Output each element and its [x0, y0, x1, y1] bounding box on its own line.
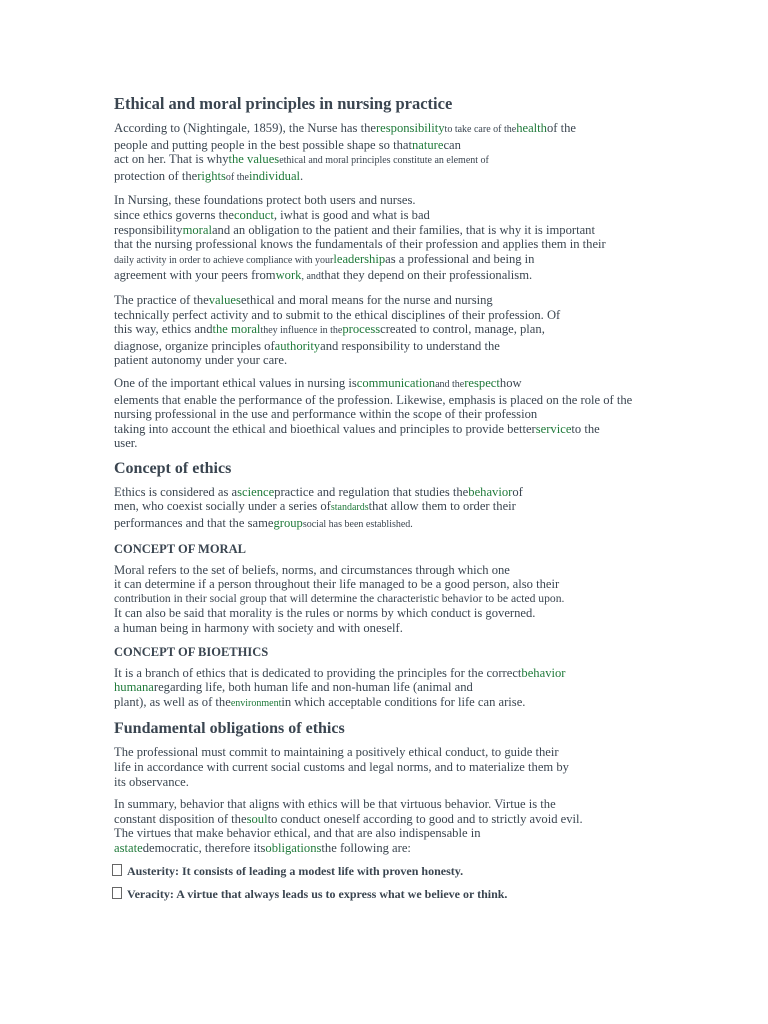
link-respect[interactable]: respect — [464, 375, 500, 390]
link-authority[interactable]: authority — [274, 338, 321, 353]
link-responsibility[interactable]: responsibility — [375, 121, 445, 135]
link-communication[interactable]: communication — [356, 375, 436, 390]
heading-concept-of-ethics: Concept of ethics — [114, 459, 232, 477]
link-obligations[interactable]: obligations — [265, 840, 322, 855]
link-state[interactable]: state — [119, 840, 143, 855]
intro-paragraph: According to (Nightingale, 1859), the Nurse has theresponsibilityto take care of thehealthof the people and putting people in the best possible shape so thatnaturecan act on her. That is whythe valuesethical and moral principles constitute an element of protection of therightsof theindividual. — [114, 121, 576, 183]
link-rights[interactable]: rights — [197, 168, 226, 183]
link-service[interactable]: service — [535, 421, 572, 436]
document-page — [114, 94, 654, 910]
link-process[interactable]: process — [342, 322, 381, 337]
link-behavior-2[interactable]: behavior — [521, 665, 566, 680]
link-moral[interactable]: moral — [182, 222, 212, 237]
link-the-moral[interactable]: the moral — [212, 322, 261, 337]
link-environment[interactable]: environment — [230, 697, 282, 709]
heading-concept-of-moral: CONCEPT OF MORAL — [114, 541, 246, 556]
values-paragraph: One of the important ethical values in nursing iscommunicationand therespecthow elements that enable the performance of the profession. Likewise, emphasis is placed on the role of the nursing professional in the use and performance within the scope of their profession taking into account the ethical and bioethical values and principles to provide betterserviceto the user. — [114, 375, 633, 451]
moral-paragraph: Moral refers to the set of beliefs, norms, and circumstances through which one it can determine if a person throughout their life managed to be a good person, also their contribution in their social group that will determine the characteristic behavior to be acted upon. It can also be said that morality is the rules or norms by which conduct is governed. a human being in harmony with society and with oneself. — [114, 562, 565, 636]
practice-paragraph: The practice of thevaluesethical and moral means for the nurse and nursing technically perfect activity and to submit to the ethical disciplines of their profession. Of this way, ethics andthe moralthey influence in theprocesscreated to control, manage, plan, diagnose, organize principles ofauthorityand responsibility to understand the patient autonomy under your care. — [114, 292, 561, 368]
link-behavior[interactable]: behavior — [468, 484, 513, 499]
link-health[interactable]: health — [516, 121, 547, 135]
link-humana[interactable]: humana — [114, 680, 154, 695]
bullet-box-icon — [112, 864, 122, 876]
link-conduct[interactable]: conduct — [233, 207, 274, 222]
link-leadership[interactable]: leadership — [333, 251, 386, 266]
link-individual[interactable]: individual — [248, 168, 301, 183]
heading-fundamental-obligations: Fundamental obligations of ethics — [114, 720, 345, 738]
obligations-paragraph-2: In summary, behavior that aligns with ethics will be that virtuous behavior. Virtue is the constant disposition of thesoulto conduct oneself according to good and to strictly avoid evil. The virtues that make behavior ethical, and that are also indispensable in astatedemocratic, therefore itsobligationsthe following are: — [114, 797, 583, 855]
nursing-paragraph: In Nursing, these foundations protect both users and nurses. since ethics governs theconduct, iwhat is good and what is bad responsibilitymoraland an obligation to the patient and their families, that is why it is important that the nursing professional knows the fundamentals of their profession and applies them in their daily activity in order to achieve compliance with yourleadershipas a professional and being in agreement with your peers fromwork, andthat they depend on their professionalism. — [114, 193, 606, 283]
bullet-box-icon — [112, 887, 122, 899]
document-title: Ethical and moral principles in nursing practice — [114, 94, 453, 113]
link-the-values[interactable]: the values — [228, 152, 280, 167]
link-values[interactable]: values — [208, 292, 241, 307]
bullet-item: Veracity: A virtue that always leads us to express what we believe or think. — [112, 887, 654, 902]
obligations-paragraph-1: The professional must commit to maintaining a positively ethical conduct, to guide their life in accordance with current social customs and legal norms, and to materialize them by its observance. — [114, 745, 569, 789]
link-nature[interactable]: nature — [412, 137, 444, 152]
ethics-paragraph: Ethics is considered as asciencepractice and regulation that studies thebehaviorof men, who coexist socially under a series ofstandardsthat allow them to order their performances and that the samegroupsocial has been established. — [114, 484, 523, 531]
link-work[interactable]: work — [275, 268, 302, 283]
link-science[interactable]: science — [237, 484, 275, 499]
link-soul[interactable]: soul — [246, 811, 268, 826]
bullet-item: Austerity: It consists of leading a modest life with proven honesty. — [112, 864, 654, 879]
heading-concept-of-bioethics: CONCEPT OF BIOETHICS — [114, 644, 269, 659]
link-group[interactable]: group — [273, 516, 303, 531]
bioethics-paragraph: It is a branch of ethics that is dedicated to providing the principles for the correctbehavior humanaregarding life, both human life and non-human life (animal and plant), as well as of theenvironmentin which acceptable conditions for life can arise. — [114, 665, 566, 709]
link-standards[interactable]: standards — [330, 502, 369, 514]
